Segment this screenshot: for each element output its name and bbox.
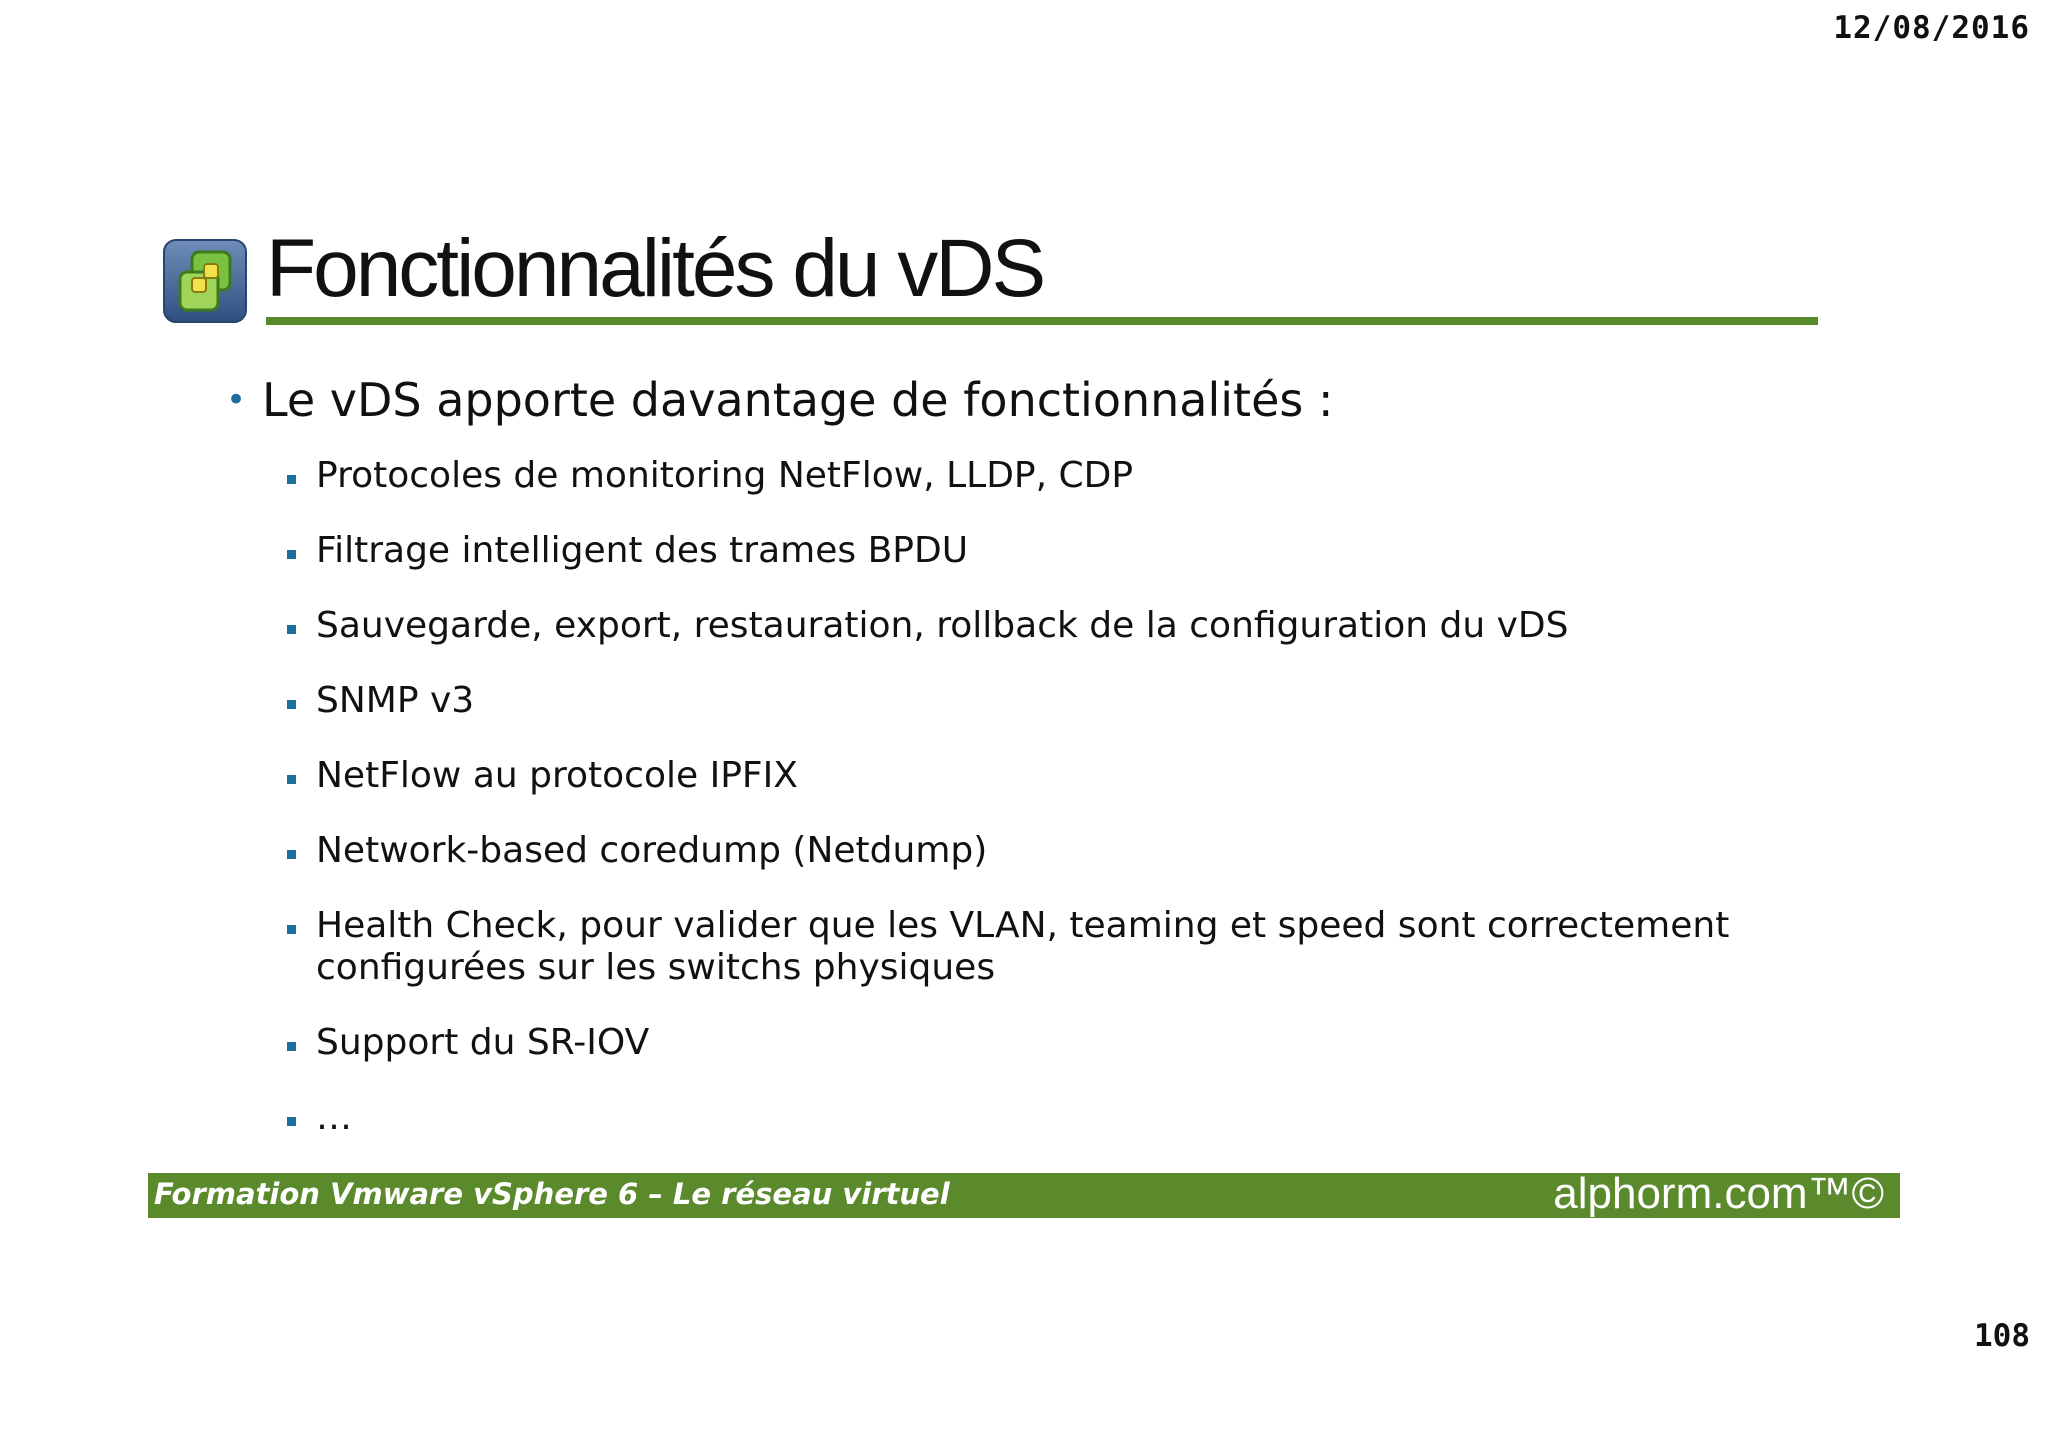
footer-brand: alphorm.com™© [1553,1169,1884,1218]
square-bullet-icon [287,775,296,784]
list-item [284,755,1764,797]
square-bullet-icon [287,1042,296,1051]
list-item-text: SNMP v3 [316,680,475,721]
list-item [284,530,1764,572]
square-bullet-icon [287,625,296,634]
slide-title: Fonctionnalités du vDS [266,223,1044,314]
square-bullet-icon [287,925,296,934]
page-number: 108 [1974,1318,2030,1354]
list-item-text: Health Check, pour valider que les VLAN, teaming et speed sont correctement configurées sur les switchs physiques [316,905,1730,988]
title-underline [266,317,1818,325]
list-item [284,905,1764,989]
list-item-text: … [316,1097,352,1138]
intro-bullet [226,370,1333,430]
bullet-dot-icon: • [226,380,247,420]
list-item-text: Support du SR-IOV [316,1022,650,1063]
list-item-text: Protocoles de monitoring NetFlow, LLDP, CDP [316,455,1134,496]
square-bullet-icon [287,475,296,484]
list-item-text: Sauvegarde, export, restauration, rollback de la configuration du vDS [316,605,1569,646]
list-item-text: NetFlow au protocole IPFIX [316,755,798,796]
footer-course-title: Formation Vmware vSphere 6 – Le réseau virtuel [154,1177,950,1211]
intro-text: Le vDS apporte davantage de fonctionnalités : [262,373,1334,427]
vsphere-logo-icon [162,238,248,324]
list-item [284,1022,1764,1064]
feature-list [284,455,1764,1172]
list-item [284,1097,1764,1139]
footer-bar [148,1169,1900,1218]
list-item-text: Filtrage intelligent des trames BPDU [316,530,969,571]
slide-date: 12/08/2016 [1833,10,2030,46]
list-item [284,680,1764,722]
square-bullet-icon [287,1117,296,1126]
square-bullet-icon [287,550,296,559]
list-item [284,605,1764,647]
list-item [284,830,1764,872]
list-item-text: Network-based coredump (Netdump) [316,830,988,871]
square-bullet-icon [287,700,296,709]
square-bullet-icon [287,850,296,859]
list-item [284,455,1764,497]
